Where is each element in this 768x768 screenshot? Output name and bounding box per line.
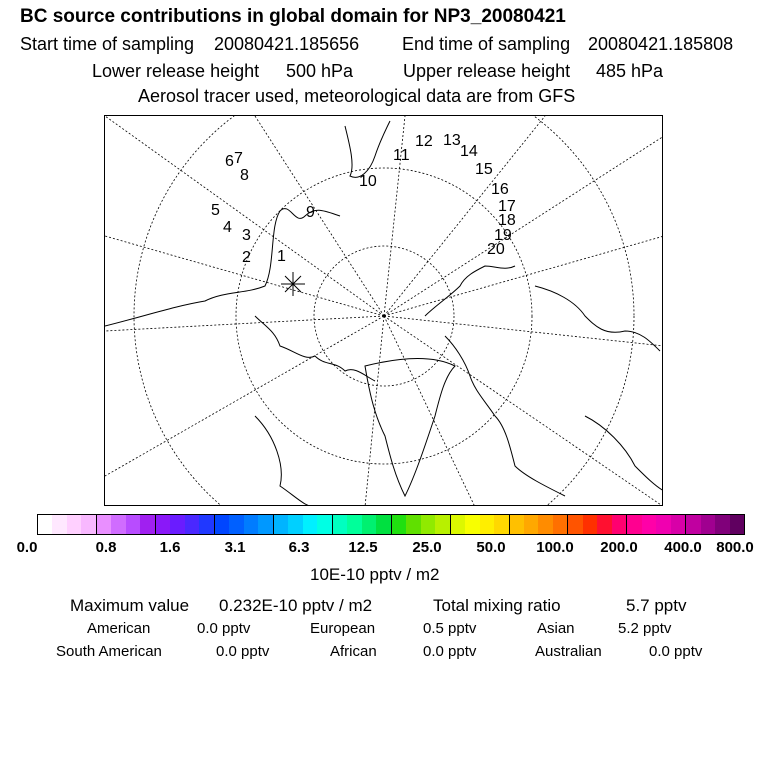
trajectory-label: 13	[443, 132, 461, 149]
colorbar-segment	[258, 515, 272, 534]
coastlines	[105, 121, 663, 506]
meridian-3	[384, 116, 405, 316]
colorbar-segment	[612, 515, 626, 534]
meridian-7	[384, 316, 663, 346]
colorbar-tick-label: 100.0	[536, 539, 574, 556]
trajectory-labels	[211, 132, 516, 266]
colorbar-segment	[701, 515, 715, 534]
graticule	[105, 116, 663, 506]
end-time-value: 20080421.185808	[588, 34, 734, 54]
end-time-label: End time of sampling	[402, 34, 571, 54]
colorbar-segment	[685, 515, 700, 534]
colorbar-segment	[509, 515, 524, 534]
source-name: South American	[56, 643, 162, 660]
colorbar-tick-label: 400.0	[664, 539, 702, 556]
colorbar	[37, 514, 745, 535]
trajectory-label: 9	[306, 204, 315, 221]
colorbar-segment	[376, 515, 390, 534]
coastline-hudson-bay	[255, 416, 315, 506]
colorbar-segment	[450, 515, 465, 534]
trajectory-label: 6	[225, 153, 234, 170]
source-value: 0.0 pptv	[197, 620, 251, 637]
meridian-11	[105, 316, 384, 476]
max-value: 0.232E-10 pptv / m2	[219, 596, 373, 615]
source-value: 0.0 pptv	[423, 643, 477, 660]
start-time-label: Start time of sampling	[20, 34, 195, 54]
colorbar-tick-label: 12.5	[348, 539, 378, 556]
trajectory-label: 12	[415, 133, 433, 150]
colorbar-segment	[140, 515, 154, 534]
coastline-europe	[585, 416, 663, 491]
colorbar-segment	[214, 515, 229, 534]
meridian-5	[384, 136, 663, 316]
source-name: Australian	[535, 643, 602, 660]
trajectory-label: 16	[491, 181, 509, 198]
colorbar-segment	[480, 515, 494, 534]
colorbar-segment	[656, 515, 670, 534]
upper-height-value: 485 hPa	[596, 61, 664, 81]
trajectory-label: 4	[223, 219, 232, 236]
colorbar-tick-label: 6.3	[288, 539, 310, 556]
colorbar-segment	[111, 515, 125, 534]
trajectory-label: 17	[498, 198, 516, 215]
colorbar-segment	[406, 515, 420, 534]
colorbar-segment	[199, 515, 213, 534]
source-value: 0.5 pptv	[423, 620, 477, 637]
trajectory-label: 19	[494, 227, 512, 244]
source-value: 0.0 pptv	[216, 643, 270, 660]
source-value: 0.0 pptv	[649, 643, 703, 660]
colorbar-segment	[126, 515, 140, 534]
colorbar-segment	[391, 515, 406, 534]
colorbar-segment	[538, 515, 552, 534]
colorbar-segment	[494, 515, 508, 534]
colorbar-segment	[273, 515, 288, 534]
trajectory-label: 8	[240, 167, 249, 184]
colorbar-tick-label: 1.6	[159, 539, 181, 556]
colorbar-segment	[38, 515, 52, 534]
colorbar-segment	[671, 515, 685, 534]
colorbar-tick-label: 3.1	[224, 539, 246, 556]
tracer-note: Aerosol tracer used, meteorological data are from GFS	[138, 86, 576, 106]
latitude-circle-outer	[134, 116, 634, 506]
colorbar-segment	[81, 515, 95, 534]
colorbar-segment	[52, 515, 66, 534]
colorbar-tick-label: 800.0	[716, 539, 754, 556]
colorbar-segment	[626, 515, 641, 534]
source-name: American	[87, 620, 151, 637]
coastline-siberia	[425, 266, 515, 316]
coastline-scandinavia-russia	[445, 336, 565, 496]
colorbar-segment	[67, 515, 81, 534]
meridian-13	[105, 236, 384, 316]
colorbar-segment	[332, 515, 347, 534]
colorbar-segment	[435, 515, 449, 534]
trajectory-label: 10	[359, 173, 377, 190]
colorbar-segment	[642, 515, 656, 534]
colorbar-segment	[317, 515, 331, 534]
coastline-greenland	[365, 359, 455, 497]
start-time-value: 20080421.185656	[214, 34, 360, 54]
colorbar-segment	[567, 515, 582, 534]
upper-height-label: Upper release height	[403, 61, 571, 81]
meridian-9	[384, 316, 475, 506]
colorbar-segment	[229, 515, 243, 534]
colorbar-segment	[715, 515, 729, 534]
lower-height-value: 500 hPa	[286, 61, 354, 81]
colorbar-tick-label: 50.0	[476, 539, 506, 556]
colorbar-segment	[303, 515, 317, 534]
colorbar-segment	[524, 515, 538, 534]
trajectory-label: 15	[475, 161, 493, 178]
source-name: European	[310, 620, 376, 637]
colorbar-segment	[421, 515, 435, 534]
colorbar-segment	[597, 515, 611, 534]
trajectory-label: 11	[393, 147, 410, 164]
colorbar-segment	[155, 515, 170, 534]
colorbar-segment	[347, 515, 361, 534]
coastline-eurasia	[535, 286, 660, 351]
meridian-6	[384, 236, 663, 316]
trajectory-label: 2	[242, 249, 251, 266]
total-value: 5.7 pptv	[626, 596, 687, 615]
colorbar-segment	[170, 515, 184, 534]
source-name: Asian	[537, 620, 575, 637]
max-label: Maximum value	[70, 596, 190, 615]
colorbar-segment	[362, 515, 376, 534]
meridian-12	[105, 316, 384, 331]
trajectory-label: 20	[487, 241, 505, 258]
colorbar-tick-label: 0.8	[95, 539, 117, 556]
map-canvas	[105, 116, 663, 506]
colorbar-segment	[244, 515, 258, 534]
meridian-2	[255, 116, 384, 316]
colorbar-segment	[583, 515, 597, 534]
trajectory-label: 7	[234, 150, 243, 167]
meridian-8	[384, 316, 663, 506]
colorbar-segment	[730, 515, 744, 534]
total-label: Total mixing ratio	[433, 596, 561, 615]
source-value: 5.2 pptv	[618, 620, 672, 637]
colorbar-tick-label: 200.0	[600, 539, 638, 556]
colorbar-tick-label: 25.0	[412, 539, 442, 556]
colorbar-tick-label: 0.0	[16, 539, 38, 556]
colorbar-unit: 10E-10 pptv / m2	[310, 565, 440, 584]
polar-map	[104, 115, 663, 506]
colorbar-segment	[288, 515, 302, 534]
chart-title: BC source contributions in global domain for NP3_20080421	[20, 6, 566, 27]
trajectory-label: 18	[498, 212, 516, 229]
trajectory-label: 1	[277, 248, 286, 265]
colorbar-segment	[465, 515, 479, 534]
lower-height-label: Lower release height	[92, 61, 260, 81]
trajectory-label: 5	[211, 202, 220, 219]
source-name: African	[330, 643, 377, 660]
meridian-1	[105, 116, 384, 316]
colorbar-segment	[553, 515, 567, 534]
colorbar-segment	[96, 515, 111, 534]
colorbar-segment	[185, 515, 199, 534]
trajectory-label: 14	[460, 143, 478, 160]
trajectory-label: 3	[242, 227, 251, 244]
